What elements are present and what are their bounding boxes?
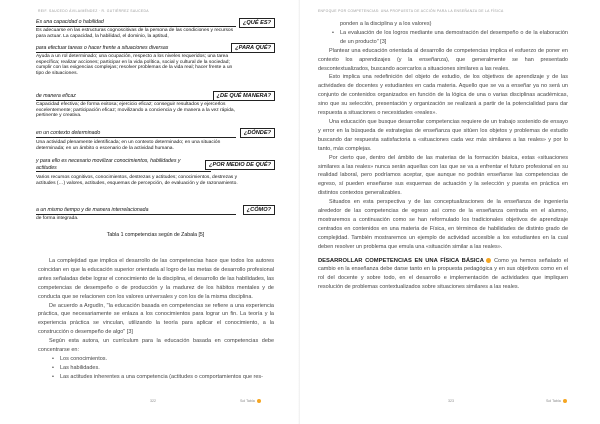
running-head: ENFOQUE POR COMPETENCIAS: UNA PROPUESTA DE ACCIÓN PARA LA ENSEÑANZA DE LA FÍSICA [318, 9, 504, 13]
page-number: 323 [448, 399, 454, 403]
paragraph: Según esta autora, un currículum para la educación basada en competencias debe concentrarse en: [38, 338, 274, 354]
paragraph: Situados en esta perspectiva y de las conceptualizaciones de la enseñanza de ingeniería alrededor de las competencias de egreso así como de la enseñanza centrada en el alumno, mostraremos a continuación como se han reformulado los tradicionales objetivos de aprendizaje centrados en contenidos en una materia de Física, en términos de habilidades de distinto grado de complejidad. También mostraremos un ejemplo de actividad accesible a los estudiantes en la cual deben resolver un problema que emula una «situación similar a las reales». [318, 199, 568, 250]
continued-text: ponden a la disciplina y a los valores) [340, 21, 432, 27]
paragraph: La complejidad que implica el desarrollo de las competencias hace que todos los autores coincidan en que la educación superior orientada al logro de las metas de desarrollo profesional antes señaladas debe lograr el conocimiento de la disciplina, el desarrollo de las habilidades, las competencias de desempeño o de producción y la madurez de los hábitos mentales y de conducta que se relacionen con los valores universales y con los de la misma disciplina. [38, 258, 274, 300]
list-item: • Las habilidades. [60, 364, 274, 373]
bullet-list [38, 355, 274, 382]
paragraph: Una educación que busque desarrollar competencias requiere de un trabajo sostenido de ensayo y error en la búsqueda de estrategias de enseñanza que sitúen los objetos y problemas de estudio buscando dar respuesta satisfactoria a «situaciones cada vez más similares a las reales» y por lo tanto, más complejas. [318, 118, 568, 152]
figure-question-box: ¿CÓMO? [243, 205, 275, 215]
sun-icon [486, 258, 491, 263]
paragraph: Esto implica una redefinición del objeto de estudio, de los objetivos de aprendizaje y de las actividades de docentes y estudiantes en cada materia. Aquello que se va a enseñar ya no será un conjunto de contenidos organizados en función de la lógica de una o varias disciplinas académicas, sino que su selección, presentación y organización se realizará a partir de la potencialidad para dar respuesta a situaciones o necesidades «reales». [318, 74, 568, 117]
right-body-text [318, 20, 568, 292]
page-number: 322 [150, 399, 156, 403]
list-item: • Las actitudes inherentes a una competencia (actitudes o comportamientos que res- [60, 373, 274, 382]
figure-text: Una actividad plenamente identificada; en un contexto determinado; en una situación determinada; en un ámbito o escenario de la actividad humana. [36, 140, 221, 151]
figure-text: Capacidad efectiva; de forma exitosa; ejercicio eficaz; conseguir resultados y ejercerlos excelentemente; participación eficaz; movilizando a conciencia y de manera a la vez rápida, pertinente y creativa. [36, 102, 235, 119]
section-heading: DESARROLLAR COMPETENCIAS EN UNA FÍSICA BÁSICA [318, 257, 484, 264]
competencias-figure [36, 19, 275, 247]
paragraph: Por cierto que, dentro del ámbito de las materias de la formación básica, estas «situaciones similares a las reales» nunca serán aquellas con las que se va a enfrentar el futuro profesional en su realidad laboral, pero podríamos aceptar, que aunque no podrán enseñarse las competencias de egreso, sí pueden enseñarse sus esquemas de actuación y la selección y puesta en práctica en distintos contextos generalizables. [318, 154, 568, 197]
sun-icon [563, 399, 567, 403]
list-item-continued [340, 20, 568, 29]
figure-question-box: ¿PARA QUÉ? [231, 43, 275, 53]
figure-rule [36, 214, 236, 215]
figure-hand-label: de manera eficaz [36, 93, 76, 99]
footer-brand-label: Sol Tabla [546, 399, 561, 403]
figure-hand-label: a un mismo tiempo y de manera interrelacionada [36, 207, 149, 213]
list-item: • La evaluación de los logros mediante una demostración del desempeño o de la elaboración de un producto" [3] [340, 29, 568, 47]
figure-hand-label: para efectuar tareas o hacer frente a situaciones diversas [36, 45, 169, 51]
right-page [300, 0, 600, 424]
sun-icon [257, 399, 261, 403]
figure-caption: Tabla 1 competencias según de Zabala [5] [106, 232, 205, 238]
section-text: Como ya hemos señalado el cambio en la enseñanza debe darse tanto en la propuesta pedagógica y en sus objetivos como en el rol del docente y sobre todo, en el desarrollo e implementación de actividades que impliquen resolución de problemas contextualizados sobre situaciones similares a las reales. [318, 257, 569, 291]
figure-hand-label: Es una capacidad o habilidad [36, 19, 104, 25]
left-body-text [38, 257, 274, 382]
figure-rule [36, 26, 236, 27]
footer-brand-label: Sol Tabla [240, 399, 255, 403]
figure-rule [36, 100, 216, 101]
running-head: REIF. SAUCEDO ÁVILA/MÉNDEZ · R. GUTIÉRREZ SAUCEDA [38, 9, 149, 13]
figure-question-box: ¿QUÉ ES? [239, 18, 275, 28]
footer-brand [240, 399, 261, 403]
footer-brand [546, 399, 567, 403]
figure-text: Varios recursos cognitivos, conocimientos, destrezas y actitudes; conocimientos, destrezas y actitudes (…) valores, actitudes, esquemas de percepción, de evaluación y de razonamiento. [36, 175, 238, 186]
figure-hand-label: y para ello es necesario movilizar conocimientos, habilidades y actitudes [36, 158, 181, 171]
list-item: • Los conocimientos. [60, 355, 274, 364]
figure-text: Ayuda a un rol determinado; una ocupación, respecto a los niveles requeridos; una tarea específica; realizar acciones; participar en la vida política, social y cultural de la sociedad; cumplir con las exigencias complejas; resolver problemas de la vida real; hacer frente a un tipo de situaciones. [36, 54, 233, 76]
paragraph: De acuerdo a Argudín, "la educación basada en competencias se refiere a una experiencia práctica, que necesariamente se enlaza a los conocimientos para lograr un fin. La teoría y la experiencia práctica se vinculan, utilizando la teoría para aplicar el conocimiento, a la construcción o desempeño de algo" [3] [38, 302, 274, 336]
figure-question-box: ¿DE QUÉ MANERA? [213, 91, 275, 101]
figure-text: Es adecuarse en las estructuras cognoscitivas de la persona de las condiciones y recursos para actuar. La capacidad, la habilidad, el dominio, la aptitud, [36, 28, 234, 39]
figure-question-box: ¿POR MEDIO DE QUÉ? [205, 160, 275, 170]
section-paragraph [318, 257, 568, 293]
figure-rule [36, 171, 211, 172]
figure-question-box: ¿DÓNDE? [240, 128, 275, 138]
figure-text: de forma integrada. [36, 216, 79, 221]
figure-rule [36, 52, 236, 53]
paragraph: Plantear una educación orientada al desarrollo de competencias implica el esfuerzo de poner en contexto los aprendizajes (y la enseñanza), que generalmente se han presentado descontextualizados, buscando acercarlos a situaciones similares a las reales. [318, 47, 568, 72]
figure-rule [36, 137, 236, 138]
figure-hand-label: en un contexto determinado [36, 130, 101, 136]
bullet-list [318, 20, 568, 47]
